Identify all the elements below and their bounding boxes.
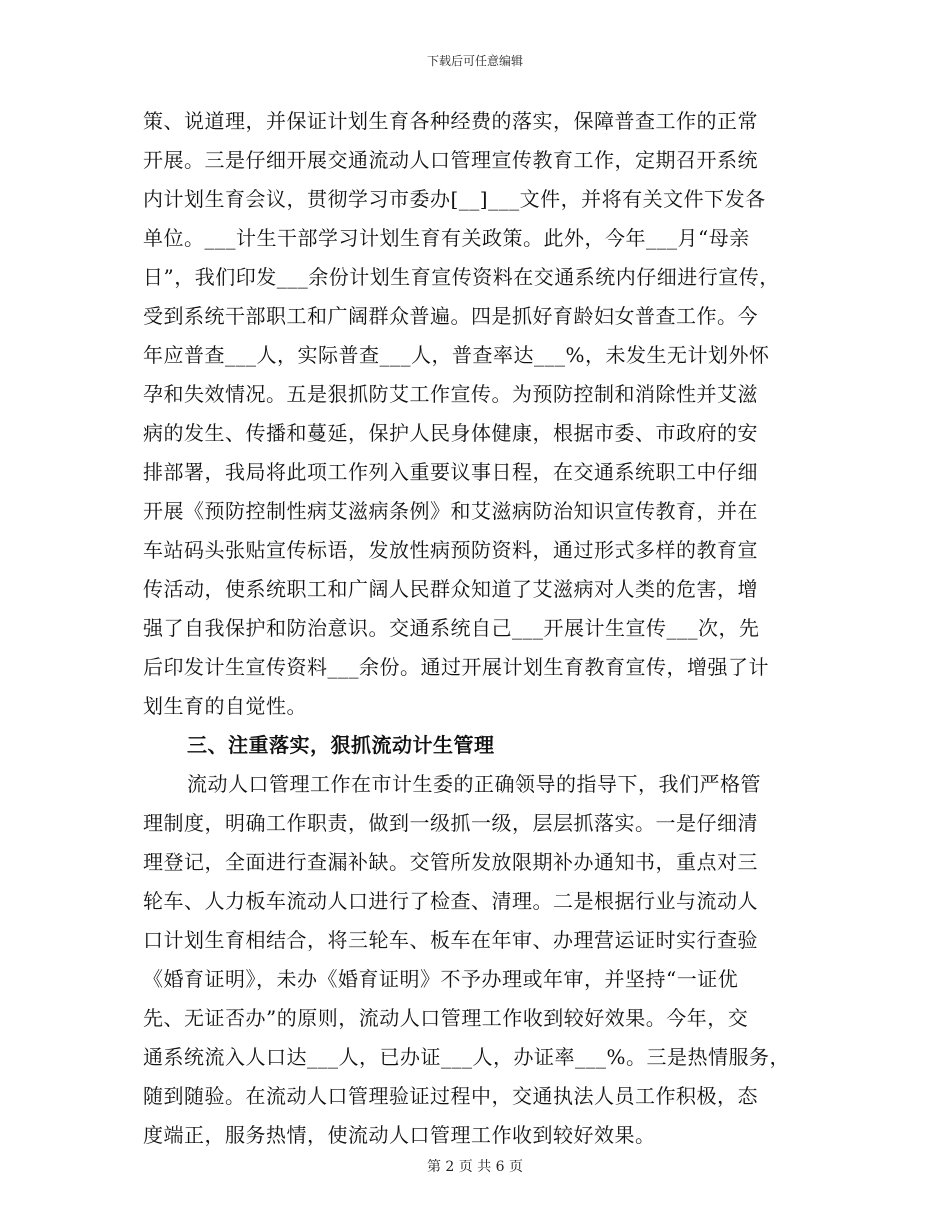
paragraph-line: 年应普查___人，实际普查___人，普查率达___%，未发生无计划外怀 [143,343,770,367]
paragraph-line: 理制度，明确工作职责，做到一级抓一级，层层抓落实。一是仔细清 [143,811,758,835]
paragraph-line: 传活动，使系统职工和广阔人民群众知道了艾滋病对人类的危害，增 [143,577,758,601]
paragraph-line: 车站码头张贴宣传标语，发放性病预防资料，通过形式多样的教育宣 [143,538,758,562]
paragraph-line: 先、无证否办”的原则，流动人口管理工作收到较好效果。今年，交 [143,1006,749,1030]
paragraph-line: 流动人口管理工作在市计生委的正确领导的指导下，我们严格管 [187,772,761,796]
section-heading: 三、注重落实，狠抓流动计生管理 [187,733,495,757]
paragraph-line: 随到随验。在流动人口管理验证过程中，交通执法人员工作积极，态 [143,1084,758,1108]
paragraph-line: 病的发生、传播和蔓延，保护人民身体健康，根据市委、市政府的安 [143,421,758,445]
paragraph-line: 口计划生育相结合，将三轮车、板车在年审、办理营运证时实行查验 [143,928,758,952]
paragraph-line: 轮车、人力板车流动人口进行了检查、清理。二是根据行业与流动人 [143,889,758,913]
paragraph-line: 度端正，服务热情，使流动人口管理工作收到较好效果。 [143,1123,656,1147]
paragraph-line: 开展。三是仔细开展交通流动人口管理宣传教育工作，定期召开系统 [143,148,758,172]
paragraph-line: 后印发计生宣传资料___余份。通过开展计划生育教育宣传，增强了计 [143,655,769,679]
page-header-note: 下载后可任意编辑 [426,54,523,68]
paragraph-line: 日”，我们印发___余份计划生育宣传资料在交通系统内仔细进行宣传， [143,265,780,289]
paragraph-line: 划生育的自觉性。 [143,694,307,718]
paragraph-line: 理登记，全面进行查漏补缺。交管所发放限期补办通知书，重点对三 [143,850,758,874]
paragraph-line: 内计划生育会议，贯彻学习市委办[__]___文件，并将有关文件下发各 [143,187,766,211]
page-number: 第 2 页 共 6 页 [426,1159,524,1175]
paragraph-line: 《婚育证明》，未办《婚育证明》不予办理或年审，并坚持“一证优 [143,967,739,991]
paragraph-line: 受到系统干部职工和广阔群众普遍。四是抓好育龄妇女普查工作。今 [143,304,758,328]
paragraph-line: 开展《预防控制性病艾滋病条例》和艾滋病防治知识宣传教育，并在 [143,499,758,523]
paragraph-line: 通系统流入人口达___人，已办证___人，办证率___%。三是热情服务， [143,1045,791,1069]
paragraph-line: 策、说道理，并保证计划生育各种经费的落实，保障普查工作的正常 [143,109,758,133]
document-body [143,102,807,1155]
paragraph-line: 单位。___计生干部学习计划生育有关政策。此外，今年___月“母亲 [143,226,750,250]
paragraph-line: 孕和失效情况。五是狠抓防艾工作宣传。为预防控制和消除性并艾滋 [143,382,758,406]
paragraph-line: 排部署，我局将此项工作列入重要议事日程，在交通系统职工中仔细 [143,460,758,484]
paragraph-line: 强了自我保护和防治意识。交通系统自己___开展计生宣传___次，先 [143,616,760,640]
